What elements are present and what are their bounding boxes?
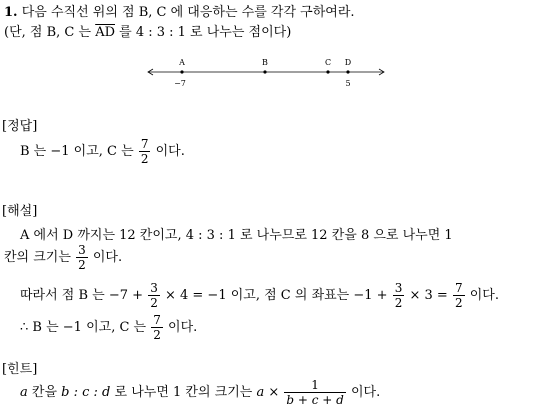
hint-header: [힌트] — [2, 362, 38, 377]
point-c-label: C — [324, 58, 332, 67]
explanation-fraction-1: $\frac{3}{2}$ — [78, 243, 86, 272]
hint-fraction: $\frac{1}{b + c + d}$ — [286, 378, 344, 407]
explanation-line-1: A 에서 D 까지는 12 칸이고, 4 : 3 : 1 로 나누므로 12 칸을 8 으로 나누면 1 — [20, 228, 453, 243]
answer-header: [정답] — [2, 119, 38, 134]
segment-ad: $\overline{AD}$ — [95, 25, 115, 40]
explanation-fraction-2: $\frac{3}{2}$ — [150, 281, 158, 310]
problem-statement — [4, 6, 355, 19]
explanation-line-4: ∴ B 는 −1 이고, C 는 $\frac{7}{2}$ 이다. — [20, 313, 198, 342]
point-b-label: B — [262, 58, 268, 67]
hint-line: a 칸을 b : c : d 로 나누면 1 칸의 크기는 a × $\frac{1}{b + c + d}$ 이다. — [20, 378, 381, 407]
point-d-value: 5 — [345, 79, 351, 88]
point-a-value: −7 — [174, 79, 186, 88]
condition-text-pre: (단, 점 B, C 는 — [4, 25, 96, 40]
explanation-fraction-5: $\frac{7}{2}$ — [153, 313, 161, 342]
explanation-fraction-3: $\frac{3}{2}$ — [394, 281, 403, 310]
explanation-line-2: 칸의 크기는 $\frac{3}{2}$ 이다. — [4, 243, 123, 272]
point-a-label: A — [179, 58, 185, 67]
point-d-dot — [346, 70, 349, 73]
explanation-line-3: 따라서 점 B 는 −7 + $\frac{3}{2}$ × 4 = −1 이고, 점 C 의 좌표는 −1 + $\frac{3}{2}$ × 3 = $\frac{7}{2}$ 이다. — [20, 281, 499, 310]
answer-line — [20, 138, 185, 165]
number-line — [140, 55, 390, 95]
problem-text: 다음 수직선 위의 점 B, C 에 대응하는 수를 각각 구하여라. — [21, 5, 355, 20]
point-a-dot — [180, 70, 183, 73]
point-c-dot — [326, 70, 329, 73]
answer-fraction: $\frac{7}{2}$ — [140, 137, 149, 166]
problem-number: 1. — [4, 5, 18, 20]
point-b-dot — [263, 70, 266, 73]
answer-text-pre: B 는 −1 이고, C 는 — [20, 144, 138, 159]
explanation-fraction-4: $\frac{7}{2}$ — [454, 281, 463, 310]
problem-condition — [4, 26, 291, 39]
explanation-header: [해설] — [2, 204, 38, 219]
condition-text-post: 를 4 : 3 : 1 로 나누는 점이다) — [115, 25, 292, 40]
point-d-label: D — [344, 58, 352, 67]
answer-text-post: 이다. — [151, 144, 185, 159]
